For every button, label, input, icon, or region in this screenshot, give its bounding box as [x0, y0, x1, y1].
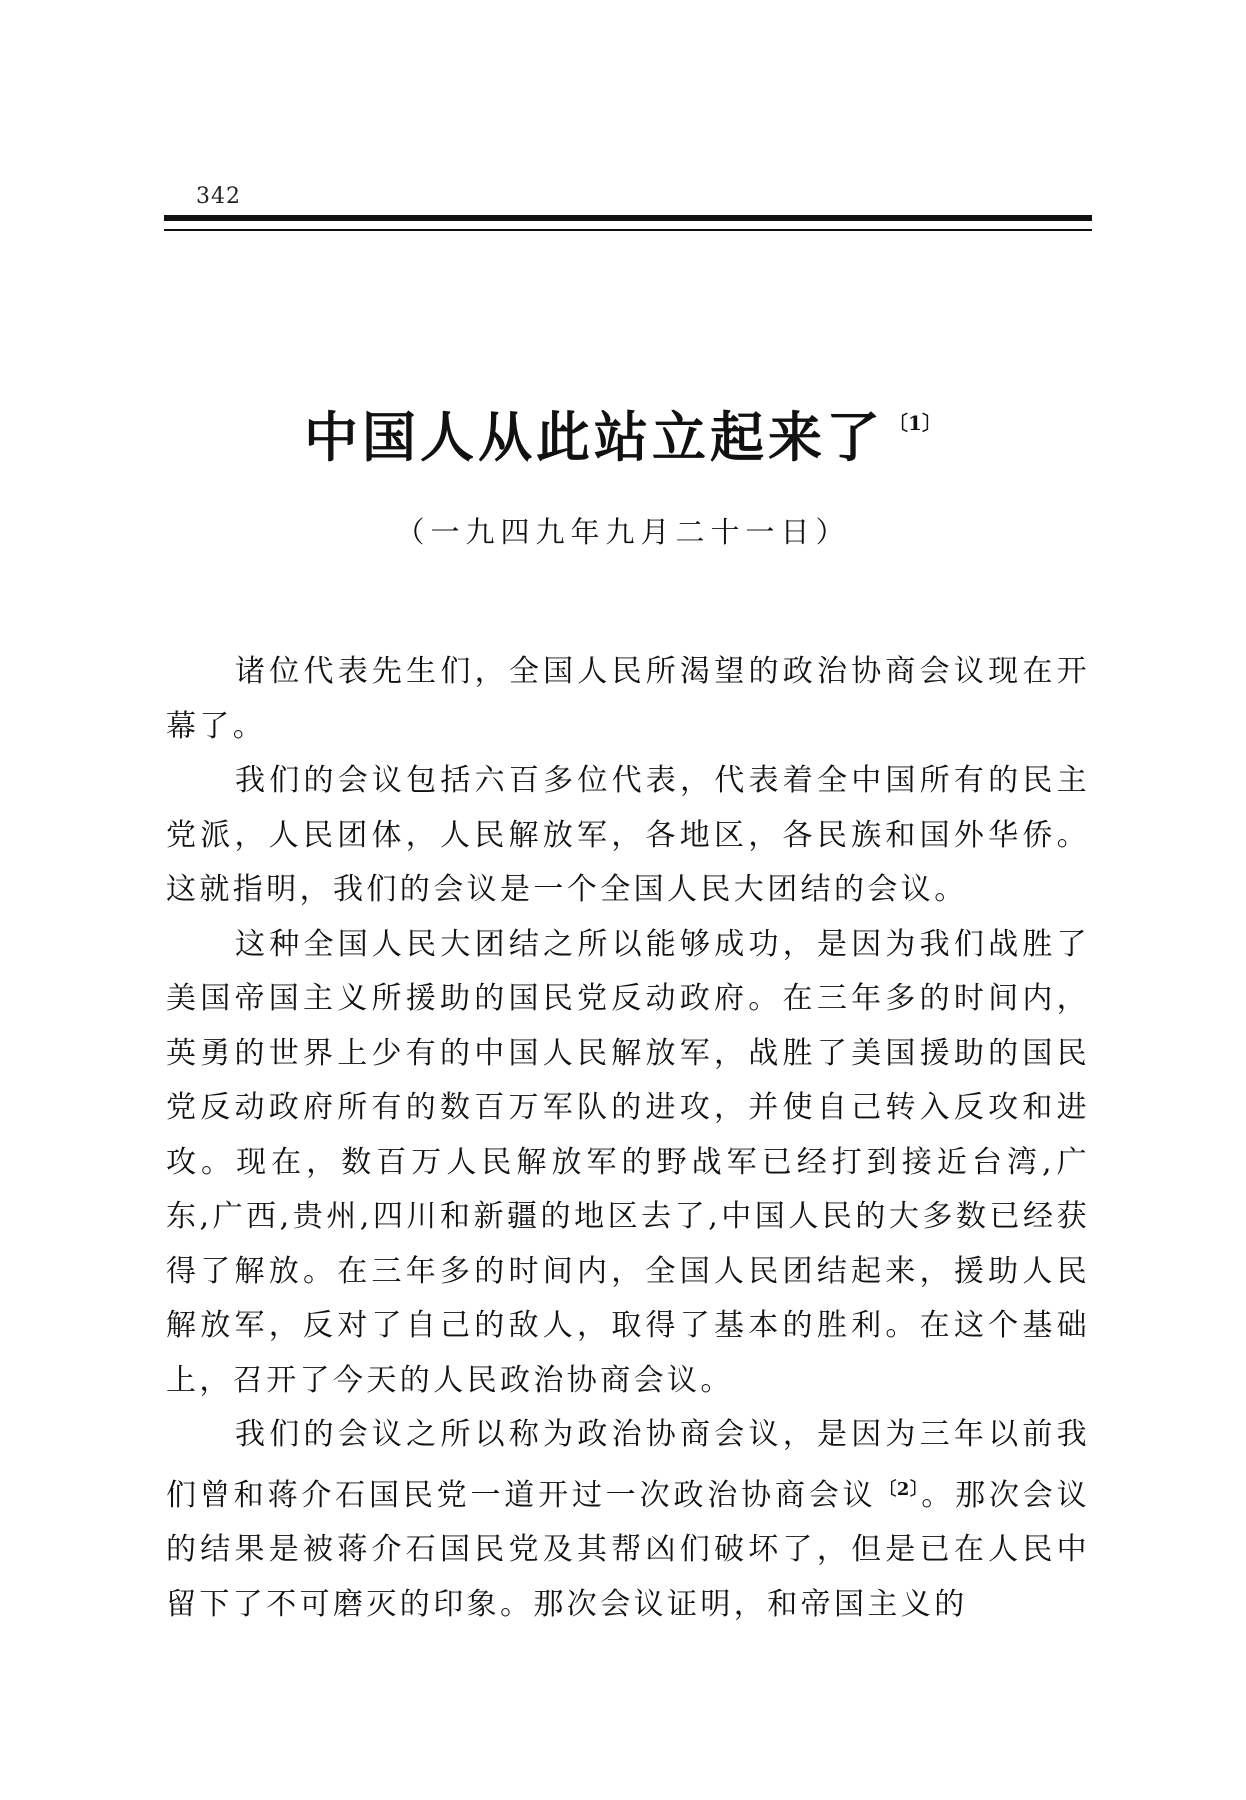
- paragraph-4: [166, 1408, 1090, 1632]
- header-rule-thick: [164, 215, 1092, 221]
- note-ref-2: 〔2〕: [878, 1478, 920, 1500]
- paragraph-1: 诸位代表先生们，全国人民所渴望的政治协商会议现在开幕了。: [166, 654, 1090, 744]
- article-body: [166, 645, 1090, 1632]
- article-title-text: 中国人从此站立起来了: [304, 406, 885, 469]
- title-note-ref: 〔1〕: [888, 411, 942, 435]
- paragraph-4-text-after-note: 。那次会议的结果是被蒋介石国民党及其帮凶们破坏了，但是已在人民中留下了不可磨灭的印象。那次会议证明，和帝国主义的: [166, 1477, 1091, 1622]
- paragraph-4-text-before-note: 我们的会议之所以称为政治协商会议，是因为三年以前我们曾和蒋介石国民党一道开过一次政治协商会议: [166, 1417, 1090, 1513]
- paragraph-2: 我们的会议包括六百多位代表，代表着全中国所有的民主党派，人民团体，人民解放军，各地区，各民族和国外华侨。这就指明，我们的会议是一个全国人民大团结的会议。: [166, 763, 1090, 907]
- header-rule-thin: [164, 229, 1092, 231]
- paragraph-3: 这种全国人民大团结之所以能够成功，是因为我们战胜了美国帝国主义所援助的国民党反动政府。在三年多的时间内，英勇的世界上少有的中国人民解放军，战胜了美国援助的国民党反动政府所有的数百万军队的进攻，并使自己转入反攻和进攻。现在，数百万人民解放军的野战军已经打到接近台湾,广东,广西,贵州,四川和新疆的地区去了,中国人民的大多数已经获得了解放。在三年多的时间内，全国人民团结起来，援助人民解放军，反对了自己的敌人，取得了基本的胜利。在这个基础上，召开了今天的人民政治协商会议。: [166, 926, 1090, 1398]
- article-date: （一九四九年九月二十一日）: [395, 515, 851, 549]
- article-title: [0, 388, 1246, 473]
- page-number: 342: [196, 184, 241, 209]
